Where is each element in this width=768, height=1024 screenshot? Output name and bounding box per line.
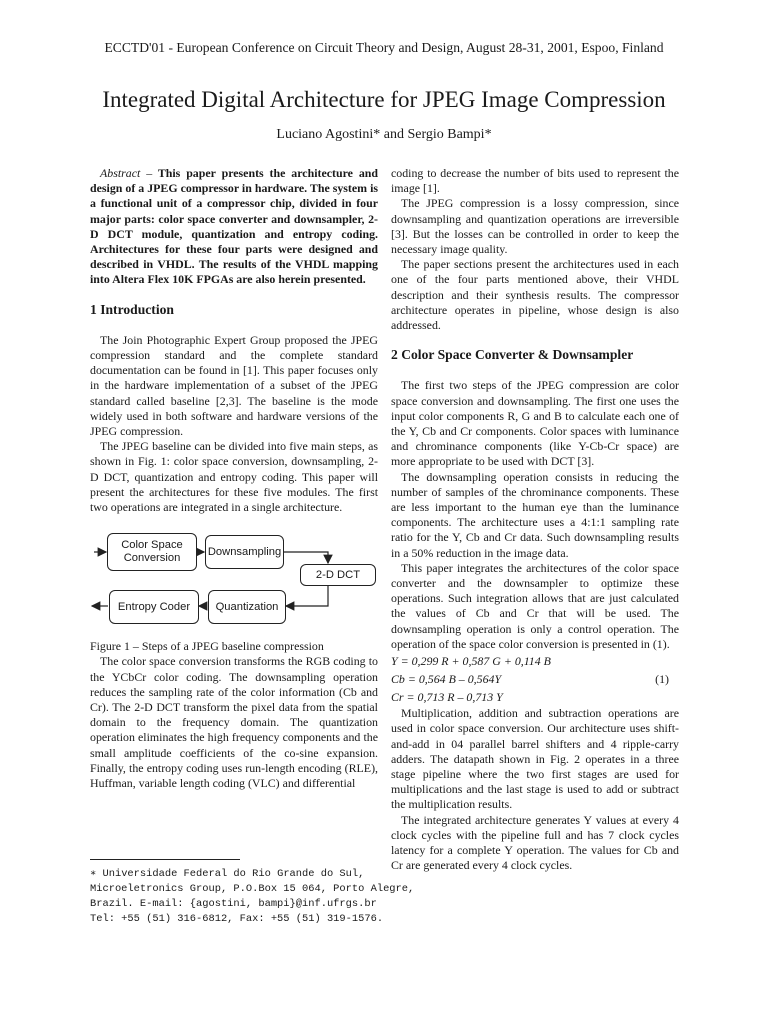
- intro-paragraph-4: coding to decrease the number of bits used to represent the image [1].: [391, 166, 679, 196]
- intro-paragraph-2: The JPEG baseline can be divided into five main steps, as shown in Fig. 1: color space conversion, downsampling, 2-D DCT, quantization and entropy coding. This paper will present the architectures for these five modules. The first two operations are integrated in a single architecture.: [90, 439, 378, 515]
- left-column: [90, 166, 378, 791]
- quantization-box: Quantization: [208, 590, 286, 624]
- dct-box: 2-D DCT: [300, 564, 376, 586]
- intro-paragraph-5: The JPEG compression is a lossy compression, since downsampling and quantization operations are irreversible [3]. But the losses can be controlled in order to keep the necessary image quality.: [391, 196, 679, 257]
- section2-paragraph-2: The downsampling operation consists in reducing the number of samples of the chrominance components. These are less important to the human eye than the luminance components. The architecture uses a 4:1:1 sampling rate ratio for the Y, Cb and Cr data. Such downsampling results in a 50% reduction in the image data.: [391, 469, 679, 560]
- abstract: [90, 166, 378, 288]
- equation-cr: [391, 688, 679, 706]
- equation-cb: [391, 670, 679, 688]
- conference-header: ECCTD'01 - European Conference on Circuit Theory and Design, August 28-31, 2001, Espoo, Finland: [104, 40, 664, 55]
- color-space-conversion-box: Color Space Conversion: [107, 533, 197, 571]
- section2-paragraph-3: This paper integrates the architectures of the color space converter and the downsampler to optimize these operations. Such integration allows that are just calculated the values of Cb and Cr that will be used. The downsampling operation is only a control operation. The operation of the space color conversion is presented in (1).: [391, 560, 679, 651]
- authors: Luciano Agostini* and Sergio Bampi*: [276, 127, 492, 142]
- arrow-downsampling-to-dct: [282, 552, 328, 563]
- section2-paragraph-5: The integrated architecture generates Y values at every 4 clock cycles with the pipeline full and has 7 clock cycles latency for a complete Y operation. The values for Cb and Cr are generated every 4 clock cycles.: [391, 812, 679, 873]
- footnote-line-4: Tel: +55 (51) 316-6812, Fax: +55 (51) 319-1576.: [90, 913, 384, 925]
- equation-number: (1): [655, 672, 669, 687]
- section2-paragraph-4: Multiplication, addition and subtraction operations are used in color space conversion. Our architecture uses shift-and-add in 04 parallel barrel shifters and 4 ripple-carry adders. The datapath shown in Fig. 2 operates in a three stage pipeline where the two first stages are used for multiplications and the last stage is used to add or subtract the multiplication results.: [391, 706, 679, 812]
- abstract-label: Abstract –: [100, 166, 153, 180]
- equation-y-text: Y = 0,299 R + 0,587 G + 0,114 B: [391, 654, 551, 669]
- figure-1-diagram: [90, 531, 378, 625]
- intro-paragraph-1: The Join Photographic Expert Group proposed the JPEG compression standard and the complete standard documentation can be found in [1]. This paper focuses only in the hardware implementation of a subset of the JPEG standard called baseline [2,3]. The baseline is the mode widely used in both software and hardware versions of the JPEG compression.: [90, 332, 378, 439]
- footnote-line-1: ∗ Universidade Federal do Rio Grande do Sul,: [90, 868, 365, 880]
- footnote-rule: [90, 859, 240, 860]
- equation-y: [391, 652, 679, 670]
- right-column: [391, 166, 679, 873]
- footnote-line-2: Microeletronics Group, P.O.Box 15 064, Porto Alegre,: [90, 883, 415, 895]
- section2-paragraph-1: The first two steps of the JPEG compression are color space conversion and downsampling. The first one uses the input color components R, G and B to calculate each one of the Y, Cb and Cr components. Color spaces with luminance and chrominance components (like Y-Cb-Cr space) are more appropriate to be used with DCT [3].: [391, 378, 679, 469]
- paper-title: Integrated Digital Architecture for JPEG Image Compression: [102, 87, 666, 112]
- figure-1-caption: Figure 1 – Steps of a JPEG baseline compression: [90, 639, 324, 654]
- entropy-coder-box: Entropy Coder: [109, 590, 199, 624]
- section-heading-introduction: 1 Introduction: [90, 301, 174, 317]
- section-heading-color-space: 2 Color Space Converter & Downsampler: [391, 347, 634, 363]
- arrow-dct-to-quantization: [286, 584, 328, 606]
- intro-paragraph-6: The paper sections present the architectures used in each one of the four parts mentioned above, their VHDL description and their synthesis results. The compressor architecture operates in pipeline, whose design is also addressed.: [391, 257, 679, 333]
- abstract-text: This paper presents the architecture and design of a JPEG compressor in hardware. The system is a functional unit of a compressor chip, divided in four major parts: color space converter and downsampler, 2-D DCT module, quantization and entropy coding. Architectures for these four parts were designed and described in VHDL. The results of the VHDL mapping into Altera Flex 10K FPGAs are also herein presented.: [90, 166, 378, 287]
- downsampling-box: Downsampling: [205, 535, 284, 569]
- intro-paragraph-3: The color space conversion transforms the RGB coding to the YCbCr color coding. The downsampling operation reduces the sampling rate of the color information (Cb and Cr). The 2-D DCT transform the pixel data from the spatial domain to the frequency domain. The quantization operation eliminates the high frequency components and the small amplitude coefficients of the co-sine expansion. Finally, the entropy coding uses run-length encoding (RLE), Huffman, variable length coding (VLC) and differential: [90, 654, 378, 791]
- equation-cr-text: Cr = 0,713 R – 0,713 Y: [391, 690, 503, 705]
- equation-cb-text: Cb = 0,564 B – 0,564Y: [391, 672, 502, 687]
- footnote-line-3: Brazil. E-mail: {agostini, bampi}@inf.ufrgs.br: [90, 898, 377, 910]
- footnote: [90, 867, 415, 927]
